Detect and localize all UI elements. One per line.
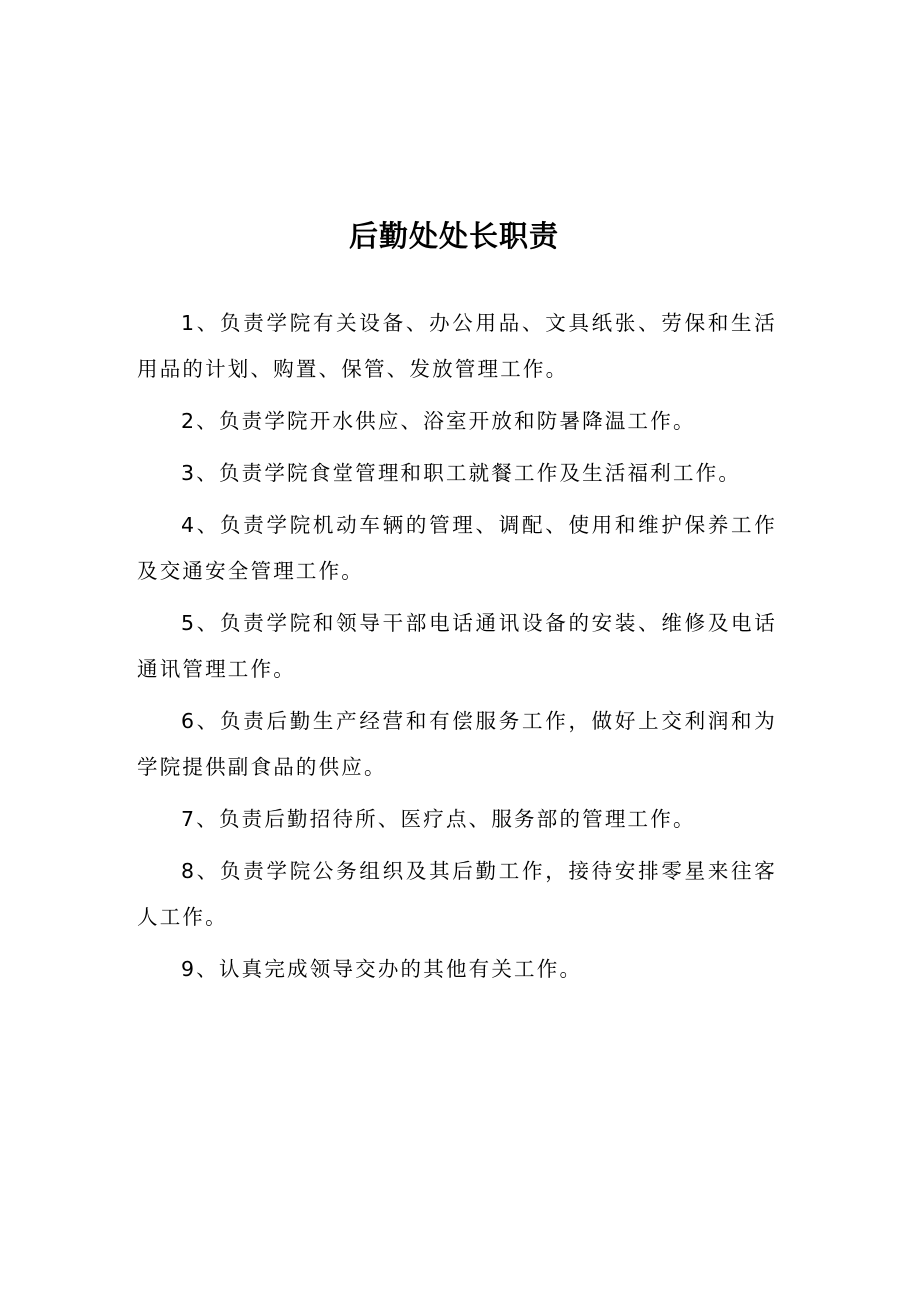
duty-list [137, 300, 777, 998]
duty-item-6: 6、负责后勤生产经营和有偿服务工作，做好上交利润和为学院提供副食品的供应。 [137, 709, 777, 779]
duty-item-9: 9、认真完成领导交办的其他有关工作。 [181, 957, 583, 981]
duty-item-3: 3、负责学院食堂管理和职工就餐工作及生活福利工作。 [181, 461, 742, 485]
duty-item-5: 5、负责学院和领导干部电话通讯设备的安装、维修及电话通讯管理工作。 [137, 611, 777, 681]
duty-item-4: 4、负责学院机动车辆的管理、调配、使用和维护保养工作及交通安全管理工作。 [137, 513, 777, 583]
duty-item-2: 2、负责学院开水供应、浴室开放和防暑降温工作。 [181, 409, 696, 433]
duty-item-8: 8、负责学院公务组织及其后勤工作，接待安排零星来往客人工作。 [137, 859, 777, 929]
duty-item-1: 1、负责学院有关设备、办公用品、文具纸张、劳保和生活用品的计划、购置、保管、发放管理工作。 [137, 311, 777, 381]
duty-item-7: 7、负责后勤招待所、医疗点、服务部的管理工作。 [181, 807, 696, 831]
document-title: 后勤处处长职责 [348, 219, 559, 253]
